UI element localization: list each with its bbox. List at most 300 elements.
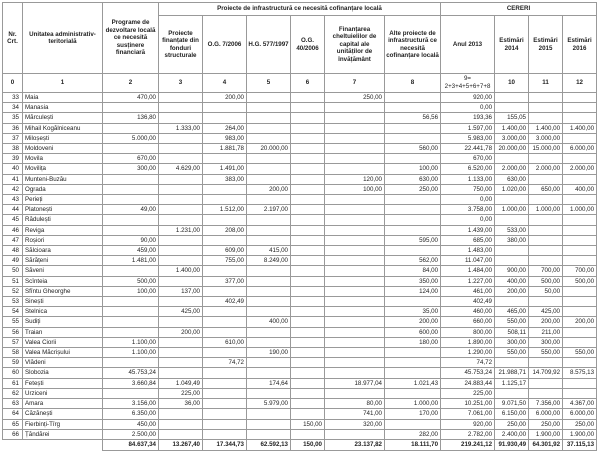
unit-name-cell: Fierbinți-Tîrg — [23, 419, 103, 429]
value-cell — [103, 358, 159, 368]
value-cell: 400,00 — [495, 276, 529, 286]
value-cell: 150,00 — [291, 419, 325, 429]
value-cell — [563, 174, 597, 184]
value-cell — [563, 378, 597, 388]
value-cell: 8.249,00 — [247, 256, 291, 266]
value-cell — [291, 154, 325, 164]
value-cell — [291, 358, 325, 368]
value-cell — [325, 368, 385, 378]
value-cell: 282,00 — [385, 429, 441, 439]
value-cell: 170,00 — [385, 409, 441, 419]
value-cell: 1.483,00 — [441, 246, 495, 256]
header-hg-577-1997: H.G. 577/1997 — [247, 16, 291, 74]
value-cell: 1.227,00 — [441, 276, 495, 286]
value-cell — [203, 348, 247, 358]
value-cell — [325, 215, 385, 225]
header-alte-proiecte: Alte proiecte de infrastructură ce necesită cofinanțare locală — [385, 16, 441, 74]
value-cell — [159, 195, 203, 205]
value-cell — [103, 297, 159, 307]
value-cell — [385, 388, 441, 398]
table-row — [3, 307, 597, 317]
header-group-infrastructure: Proiecte de infrastructură ce necesită cofinanțare locală — [159, 3, 441, 16]
table-row — [3, 297, 597, 307]
value-cell — [247, 154, 291, 164]
unit-name-cell: Miloșești — [23, 133, 103, 143]
value-cell: 550,00 — [495, 317, 529, 327]
value-cell: 74,72 — [441, 358, 495, 368]
value-cell: 2.000,00 — [529, 164, 563, 174]
value-cell — [203, 266, 247, 276]
value-cell: 1.000,00 — [529, 205, 563, 215]
value-cell — [159, 419, 203, 429]
value-cell: 2.500,00 — [103, 429, 159, 439]
unit-name-cell: Sudiți — [23, 317, 103, 327]
value-cell — [385, 348, 441, 358]
value-cell: 100,00 — [385, 164, 441, 174]
value-cell — [291, 337, 325, 347]
header-finantarea-invatamant: Finanțarea cheltuielilor de capital ale unităților de învățământ — [325, 16, 385, 74]
value-cell — [291, 103, 325, 113]
total-value-cell: 37.115,13 — [563, 439, 597, 450]
value-cell: 402,49 — [203, 297, 247, 307]
value-cell: 1.000,00 — [495, 205, 529, 215]
unit-name-cell: Sărățeni — [23, 256, 103, 266]
value-cell: 0,00 — [441, 195, 495, 205]
value-cell — [159, 297, 203, 307]
value-cell: 1.100,00 — [103, 348, 159, 358]
value-cell — [563, 327, 597, 337]
value-cell — [247, 164, 291, 174]
value-cell: 800,00 — [441, 327, 495, 337]
value-cell — [203, 286, 247, 296]
value-cell — [247, 409, 291, 419]
value-cell: 1.333,00 — [159, 123, 203, 133]
value-cell: 900,00 — [495, 266, 529, 276]
value-cell — [247, 195, 291, 205]
table-row — [3, 409, 597, 419]
value-cell — [203, 215, 247, 225]
value-cell — [529, 154, 563, 164]
value-cell — [203, 409, 247, 419]
value-cell — [385, 93, 441, 103]
value-cell — [291, 388, 325, 398]
row-number-cell: 33 — [3, 93, 23, 103]
value-cell — [529, 297, 563, 307]
value-cell: 124,00 — [385, 286, 441, 296]
value-cell — [247, 225, 291, 235]
value-cell: 22.441,78 — [441, 144, 495, 154]
value-cell — [495, 103, 529, 113]
value-cell — [203, 103, 247, 113]
column-index-cell: 3 — [159, 74, 203, 93]
value-cell: 200,00 — [247, 184, 291, 194]
value-cell: 1.100,00 — [103, 337, 159, 347]
table-row — [3, 164, 597, 174]
value-cell: 4.629,00 — [159, 164, 203, 174]
table-row — [3, 123, 597, 133]
value-cell — [529, 246, 563, 256]
value-cell: 50,00 — [529, 286, 563, 296]
unit-name-cell: Fetești — [23, 378, 103, 388]
value-cell: 1.231,00 — [159, 225, 203, 235]
value-cell — [385, 225, 441, 235]
value-cell: 1.900,00 — [529, 429, 563, 439]
table-row — [3, 246, 597, 256]
value-cell — [159, 113, 203, 123]
value-cell — [529, 256, 563, 266]
value-cell: 1.020,00 — [495, 184, 529, 194]
value-cell — [291, 399, 325, 409]
row-number-cell: 41 — [3, 174, 23, 184]
header-fonduri-structurale: Proiecte finanțate din fonduri structurale — [159, 16, 203, 74]
value-cell: 300,00 — [103, 164, 159, 174]
header-estimari-2014: Estimări 2014 — [495, 16, 529, 74]
value-cell: 49,00 — [103, 205, 159, 215]
value-cell: 920,00 — [441, 419, 495, 429]
value-cell — [325, 348, 385, 358]
value-cell — [325, 317, 385, 327]
value-cell — [385, 246, 441, 256]
row-number-cell: 42 — [3, 184, 23, 194]
row-number-cell: 60 — [3, 368, 23, 378]
value-cell: 300,00 — [529, 337, 563, 347]
value-cell — [247, 388, 291, 398]
value-cell — [291, 215, 325, 225]
header-estimari-2016: Estimări 2016 — [563, 16, 597, 74]
value-cell: 250,00 — [325, 93, 385, 103]
value-cell: 1.000,00 — [385, 399, 441, 409]
value-cell — [495, 154, 529, 164]
table-row — [3, 327, 597, 337]
value-cell: 225,00 — [159, 388, 203, 398]
unit-name-cell: Maia — [23, 93, 103, 103]
value-cell — [563, 246, 597, 256]
value-cell: 0,00 — [441, 103, 495, 113]
table-row — [3, 419, 597, 429]
value-cell — [247, 429, 291, 439]
row-number-cell: 56 — [3, 327, 23, 337]
value-cell: 2.000,00 — [563, 164, 597, 174]
value-cell: 250,00 — [495, 419, 529, 429]
value-cell: 1.125,17 — [495, 378, 529, 388]
value-cell — [563, 358, 597, 368]
value-cell: 250,00 — [385, 184, 441, 194]
table-row — [3, 93, 597, 103]
value-cell: 250,00 — [563, 419, 597, 429]
value-cell — [529, 103, 563, 113]
value-cell — [159, 368, 203, 378]
value-cell: 562,00 — [385, 256, 441, 266]
value-cell — [563, 225, 597, 235]
value-cell — [247, 266, 291, 276]
value-cell: 3.758,00 — [441, 205, 495, 215]
value-cell: 211,00 — [529, 327, 563, 337]
table-row — [3, 378, 597, 388]
value-cell: 1.400,00 — [529, 123, 563, 133]
value-cell — [291, 144, 325, 154]
row-number-cell: 58 — [3, 348, 23, 358]
value-cell: 377,00 — [203, 276, 247, 286]
value-cell — [529, 235, 563, 245]
unit-name-cell: Sălcioara — [23, 246, 103, 256]
value-cell — [385, 205, 441, 215]
row-number-cell: 66 — [3, 429, 23, 439]
value-cell — [203, 113, 247, 123]
value-cell: 45.753,24 — [441, 368, 495, 378]
value-cell: 84,00 — [385, 266, 441, 276]
value-cell: 0,00 — [441, 215, 495, 225]
value-cell — [203, 399, 247, 409]
value-cell — [563, 215, 597, 225]
value-cell: 500,00 — [563, 276, 597, 286]
value-cell — [563, 297, 597, 307]
value-cell: 380,00 — [495, 235, 529, 245]
value-cell — [203, 327, 247, 337]
value-cell: 1.484,00 — [441, 266, 495, 276]
value-cell: 550,00 — [563, 348, 597, 358]
value-cell: 20.000,00 — [247, 144, 291, 154]
value-cell: 200,00 — [563, 317, 597, 327]
column-index-cell: 8 — [385, 74, 441, 93]
value-cell: 180,00 — [385, 337, 441, 347]
value-cell: 461,00 — [441, 286, 495, 296]
row-number-cell: 54 — [3, 307, 23, 317]
value-cell — [103, 307, 159, 317]
value-cell — [247, 113, 291, 123]
totals-row — [3, 439, 597, 450]
value-cell — [203, 184, 247, 194]
value-cell — [203, 429, 247, 439]
unit-name-cell: Săveni — [23, 266, 103, 276]
value-cell — [563, 337, 597, 347]
value-cell — [291, 348, 325, 358]
header-anul-2013: Anul 2013 — [441, 16, 495, 74]
column-index-cell: 12 — [563, 74, 597, 93]
value-cell — [291, 235, 325, 245]
value-cell — [325, 337, 385, 347]
value-cell — [103, 144, 159, 154]
value-cell — [291, 266, 325, 276]
value-cell: 7.356,00 — [529, 399, 563, 409]
value-cell — [563, 195, 597, 205]
value-cell — [291, 164, 325, 174]
header-estimari-2015: Estimări 2015 — [529, 16, 563, 74]
unit-name-cell: Rădulești — [23, 215, 103, 225]
column-index-row — [3, 74, 597, 93]
value-cell — [103, 174, 159, 184]
value-cell: 560,00 — [385, 144, 441, 154]
value-cell: 983,00 — [203, 133, 247, 143]
row-number-cell: 59 — [3, 358, 23, 368]
value-cell: 500,00 — [529, 276, 563, 286]
total-value-cell: 18.111,70 — [385, 439, 441, 450]
value-cell — [159, 276, 203, 286]
value-cell — [247, 133, 291, 143]
value-cell: 1.400,00 — [495, 123, 529, 133]
value-cell — [159, 337, 203, 347]
value-cell: 450,00 — [103, 419, 159, 429]
value-cell — [325, 297, 385, 307]
value-cell — [563, 286, 597, 296]
value-cell — [159, 205, 203, 215]
value-cell — [529, 378, 563, 388]
value-cell: 425,00 — [159, 307, 203, 317]
unit-name-cell: Urziceni — [23, 388, 103, 398]
unit-name-cell: Mihail Kogălniceanu — [23, 123, 103, 133]
value-cell — [291, 276, 325, 286]
row-number-cell: 62 — [3, 388, 23, 398]
value-cell — [103, 388, 159, 398]
value-cell — [529, 174, 563, 184]
value-cell — [291, 327, 325, 337]
value-cell: 2.782,00 — [441, 429, 495, 439]
value-cell — [385, 368, 441, 378]
value-cell — [325, 307, 385, 317]
value-cell: 14.709,92 — [529, 368, 563, 378]
value-cell — [291, 286, 325, 296]
value-cell — [325, 256, 385, 266]
value-cell: 400,00 — [247, 317, 291, 327]
value-cell — [495, 256, 529, 266]
column-index-cell: 2 — [103, 74, 159, 93]
value-cell: 415,00 — [247, 246, 291, 256]
value-cell — [291, 195, 325, 205]
unit-name-cell: Movila — [23, 154, 103, 164]
table-row — [3, 286, 597, 296]
value-cell: 3.000,00 — [495, 133, 529, 143]
value-cell: 7.061,00 — [441, 409, 495, 419]
row-number-cell: 47 — [3, 235, 23, 245]
value-cell: 5.979,00 — [247, 399, 291, 409]
row-number-cell: 48 — [3, 246, 23, 256]
value-cell — [159, 317, 203, 327]
value-cell: 6.000,00 — [529, 409, 563, 419]
value-cell — [291, 174, 325, 184]
value-cell: 6.350,00 — [103, 409, 159, 419]
row-number-cell: 39 — [3, 154, 23, 164]
unit-name-cell: Platonești — [23, 205, 103, 215]
value-cell: 155,05 — [495, 113, 529, 123]
value-cell: 508,11 — [495, 327, 529, 337]
value-cell: 670,00 — [441, 154, 495, 164]
value-cell: 80,00 — [325, 399, 385, 409]
value-cell — [291, 113, 325, 123]
value-cell: 750,00 — [441, 184, 495, 194]
table-body — [3, 93, 597, 451]
column-index-cell: 5 — [247, 74, 291, 93]
unit-name-cell: Mărculești — [23, 113, 103, 123]
value-cell — [529, 93, 563, 103]
value-cell: 1.491,00 — [203, 164, 247, 174]
value-cell: 700,00 — [529, 266, 563, 276]
table-row — [3, 144, 597, 154]
value-cell — [103, 184, 159, 194]
value-cell — [385, 123, 441, 133]
total-value-cell: 84.637,34 — [103, 439, 159, 450]
value-cell — [103, 225, 159, 235]
table-row — [3, 337, 597, 347]
value-cell — [563, 388, 597, 398]
value-cell — [291, 133, 325, 143]
value-cell: 465,00 — [495, 307, 529, 317]
unit-name-cell: Moldoveni — [23, 144, 103, 154]
value-cell — [247, 215, 291, 225]
row-number-cell: 49 — [3, 256, 23, 266]
value-cell — [495, 195, 529, 205]
table-row — [3, 174, 597, 184]
row-number-cell: 52 — [3, 286, 23, 296]
table-row — [3, 184, 597, 194]
value-cell: 920,00 — [441, 93, 495, 103]
column-index-cell: 10 — [495, 74, 529, 93]
value-cell — [247, 307, 291, 317]
value-cell: 5.983,00 — [441, 133, 495, 143]
value-cell — [385, 215, 441, 225]
value-cell: 1.900,00 — [563, 429, 597, 439]
row-number-cell: 51 — [3, 276, 23, 286]
row-number-cell: 34 — [3, 103, 23, 113]
value-cell: 6.000,00 — [563, 144, 597, 154]
value-cell: 402,49 — [441, 297, 495, 307]
row-number-cell: 43 — [3, 195, 23, 205]
row-number-cell: 57 — [3, 337, 23, 347]
table-row — [3, 154, 597, 164]
value-cell — [385, 195, 441, 205]
value-cell — [529, 195, 563, 205]
header-programe: Programe de dezvoltare locală ce necesită susținere financiară — [103, 3, 159, 74]
value-cell: 630,00 — [495, 174, 529, 184]
value-cell: 741,00 — [325, 409, 385, 419]
value-cell — [103, 317, 159, 327]
value-cell — [385, 297, 441, 307]
value-cell: 3.000,00 — [529, 133, 563, 143]
value-cell: 4.367,00 — [563, 399, 597, 409]
value-cell — [103, 103, 159, 113]
value-cell — [529, 225, 563, 235]
value-cell — [325, 205, 385, 215]
value-cell — [325, 235, 385, 245]
value-cell — [247, 235, 291, 245]
value-cell: 700,00 — [563, 266, 597, 276]
value-cell: 200,00 — [385, 317, 441, 327]
value-cell: 8.575,13 — [563, 368, 597, 378]
value-cell: 200,00 — [203, 93, 247, 103]
value-cell — [385, 103, 441, 113]
unit-name-cell: Movilița — [23, 164, 103, 174]
value-cell: 193,36 — [441, 113, 495, 123]
row-number-cell: 53 — [3, 297, 23, 307]
value-cell — [495, 246, 529, 256]
header-og-7-2006: O.G. 7/2006 — [203, 16, 247, 74]
column-index-cell: 11 — [529, 74, 563, 93]
value-cell: 550,00 — [495, 348, 529, 358]
value-cell — [247, 174, 291, 184]
table-row — [3, 348, 597, 358]
table-row — [3, 215, 597, 225]
value-cell — [385, 419, 441, 429]
value-cell: 425,00 — [529, 307, 563, 317]
unit-name-cell: Vlădeni — [23, 358, 103, 368]
financial-table-sheet — [2, 2, 596, 451]
table-row — [3, 235, 597, 245]
value-cell: 250,00 — [529, 419, 563, 429]
value-cell: 20.000,00 — [495, 144, 529, 154]
value-cell — [103, 215, 159, 225]
table-row — [3, 205, 597, 215]
value-cell — [325, 276, 385, 286]
table-row — [3, 133, 597, 143]
value-cell — [247, 297, 291, 307]
